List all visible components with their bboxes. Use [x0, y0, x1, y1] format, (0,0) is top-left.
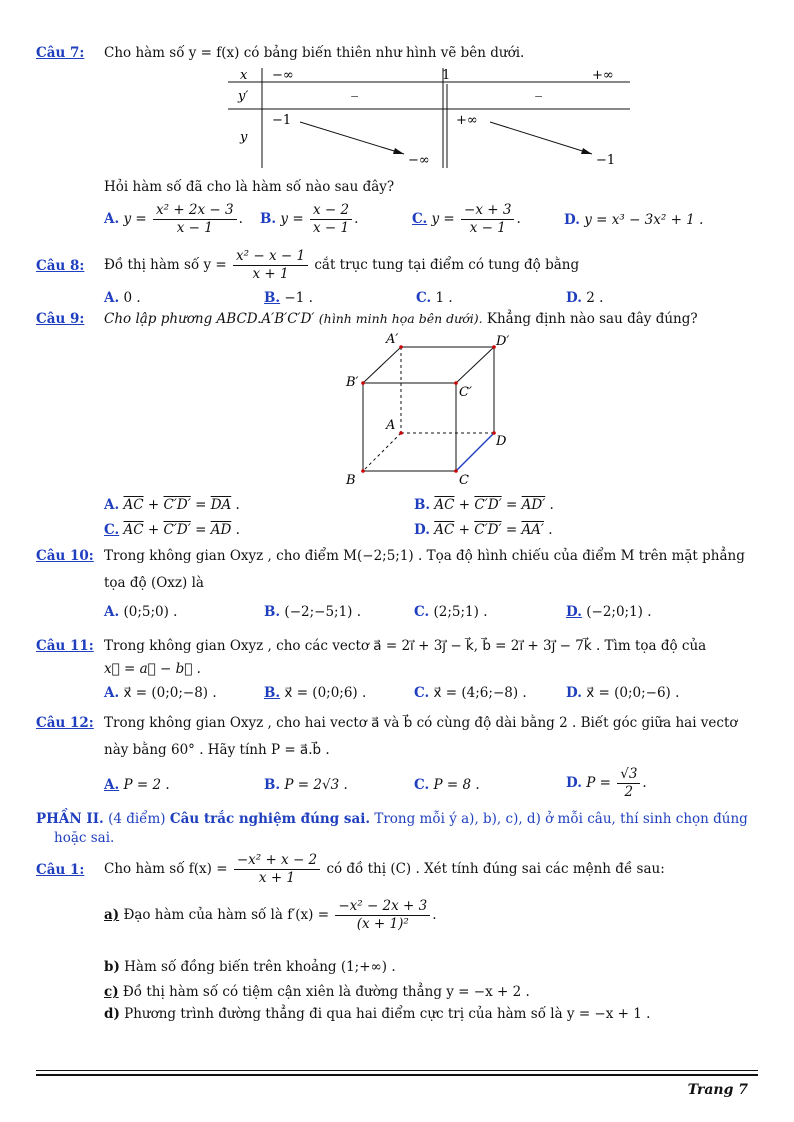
q7-option-c[interactable]: C. y = $\frac{-x + 3}{x - 1}$ .: [412, 202, 521, 236]
q9-option-c[interactable]: C. $\overline{AC} + C'D' = \overline{AD}$ .: [104, 522, 240, 538]
q7-option-a[interactable]: A. y = $\frac{\text{x² + 2x − 3}}{x - 1}$ .: [104, 202, 243, 236]
q7-option-b[interactable]: B. y = $\frac{x - 2}{x - 1}$ .: [260, 202, 359, 236]
table-x-one: 1: [442, 68, 451, 83]
question-7-label: Câu 7:: [36, 45, 85, 61]
cube-label-a1: A′: [386, 332, 399, 347]
q11-option-b[interactable]: B. x⃗ = (0;0;6) .: [264, 685, 367, 701]
q10-option-a[interactable]: A. (0;5;0) .: [104, 604, 178, 620]
q12-option-d[interactable]: D. P = $\frac{√3}{2}$ .: [566, 766, 647, 800]
cube-label-b1: B′: [346, 375, 359, 390]
cube-label-c1: C′: [459, 385, 472, 400]
question-12-options: [36, 766, 758, 802]
table-yp-sign-left: −: [350, 90, 360, 103]
question-10: Câu 10: Trong không gian Oxyz , cho điểm M(−2;5;1) . Tọa độ hình chiếu của điểm M trên mặt phẳng tọa độ (Oxz) là: [36, 548, 745, 591]
q12-option-a[interactable]: A. P = 2 .: [104, 777, 170, 793]
table-row-y: y: [240, 130, 248, 145]
cube-figure: [340, 328, 520, 488]
question-11: Câu 11: Trong không gian Oxyz , cho các vectơ a⃗ = 2i⃗ + 3j⃗ − k⃗, b⃗ = 2i⃗ + 3j⃗ − 7k⃗ . Tìm tọa độ của x⃗ = a⃗ − b⃗ .: [36, 638, 707, 677]
question-9-label: Câu 9:: [36, 311, 85, 327]
question-8-label: Câu 8:: [36, 258, 85, 274]
table-row-x: x: [240, 68, 248, 83]
q8-option-b[interactable]: B. −1 .: [264, 290, 313, 306]
table-y-right-bottom: −1: [596, 153, 616, 168]
table-y-left-bottom: −∞: [408, 153, 430, 168]
table-y-right-top: +∞: [456, 113, 478, 128]
table-arrow-right: [490, 122, 592, 154]
question-10-label: Câu 10:: [36, 548, 94, 564]
question-7-options: [36, 202, 758, 242]
footer-divider: [36, 1070, 758, 1071]
q12-option-c[interactable]: C. P = 8 .: [414, 777, 480, 793]
q10-option-d[interactable]: D. (−2;0;1) .: [566, 604, 652, 620]
table-yp-sign-right: −: [534, 90, 544, 103]
footer-divider-thick: [36, 1074, 758, 1076]
table-arrow-left: [300, 122, 404, 154]
q9-option-d[interactable]: D. $\overline{AC} + C'D' = AA'$ .: [414, 522, 553, 538]
q11-option-a[interactable]: A. x⃗ = (0;0;−8) .: [104, 685, 217, 701]
q11-option-c[interactable]: C. x⃗ = (4;6;−8) .: [414, 685, 527, 701]
question-8: Câu 8: Đồ thị hàm số y = $\frac{\text{x² − x − 1}}{x + 1}$ cắt trục tung tại điểm có tung độ bằng: [36, 248, 580, 282]
statement-c[interactable]: c) Đồ thị hàm số có tiệm cận xiên là đường thẳng y = −x + 2 .: [104, 984, 530, 1000]
cube-label-d1: D′: [496, 334, 510, 349]
q9-option-b[interactable]: B. $\overline{AC} + C'D' = AD'$ .: [414, 497, 554, 513]
q12-option-b[interactable]: B. P = 2√3 .: [264, 777, 348, 793]
q10-option-b[interactable]: B. (−2;−5;1) .: [264, 604, 362, 620]
table-x-pos-inf: +∞: [592, 68, 614, 83]
q11-option-d[interactable]: D. x⃗ = (0;0;−6) .: [566, 685, 680, 701]
exam-page: Câu 7: Cho hàm số y = f(x) có bảng biến thiên như hình vẽ bên dưới. x y′ y −∞ 1 +∞ − − −1 −∞ +∞ −1 Hỏi hàm số đã cho là hàm số nào sau đây? A. y = $\frac{\text{x² + 2x − 3}}{x - 1}$ . B. y = $\frac{x - 2}{x - 1}$ . C. y = $\frac{-x + 3}{x - 1}$ . D. y = x³ − 3x² + 1 . Câu 8: Đồ thị hàm số y = $\frac{\text{x² − x − 1}}{x + 1}$ cắt trục tung tại điểm có tung độ bằng A. 0 . B. −1 . C. 1 . D. 2 . Câu 9: Cho lập phương ABCD.A′B′C′D′ (hình minh họa bên dưới). Khẳng định nào sau đây đúng? A′ D′ B′ C′ A D B C A. $\overline{AC} + C'D' = \overline{DA}$ . B. $\overline{AC} + C'D' = AD'$ . C. $\overline{AC} + C'D' = \overline{AD}$ . D. $\overline{AC} + C'D' = AA'$ . Câu 10: Trong không gian Oxyz , cho điểm M(−2;5;1) . Tọa độ hình chiếu của điểm M trên mặt phẳng tọa độ (Oxz) là A. (0;5;0) . B. (−2;−5;1) . C. (2;5;1) . D. (−2;0;1) . Câu 11: Trong không gian Oxyz , cho các vectơ a⃗ = 2i⃗ + 3j⃗ − k⃗, b⃗ = 2i⃗ + 3j⃗ − 7k⃗ . Tìm tọa độ của x⃗ = a⃗ − b⃗ . A. x⃗ = (0;0;−8) . B. x⃗ = (0;0;6) . C. x⃗ = (4;6;−8) . D. x⃗ = (0;0;−6) . Câu 12: Trong không gian Oxyz , cho hai vectơ a⃗ và b⃗ có cùng độ dài bằng 2 . Biết góc giữa hai vectơ này bằng 60° . Hãy tính P = a⃗.b⃗ . A. P = 2 . B. P = 2√3 . C. P = 8 . D. P = $\frac{√3}{2}$ . PHẦN II. (4 điểm) Câu trắc nghiệm đúng sai. Trong mỗi ý a), b), c), d) ở mỗi câu, thí sinh chọn đúng hoặc sai. Câu 1: Cho hàm số f(x) = $\frac{\text{−x² + x − 2}}{x + 1}$ có đồ thị (C) . Xét tính đúng sai các mệnh đề sau: a) Đạo hàm của hàm số là f′(x) = $\frac{\text{−x² − 2x + 3}}{\text{(x + 1)²}}$ . b) Hàm số đồng biến trên khoảng (1;+∞) . c) Đồ thị hàm số có tiệm cận xiên là đường thẳng y = −x + 2 . d) Phương trình đường thẳng đi qua hai điểm cực trị của hàm số là y = −x + 1 . Trang 7: [0, 0, 794, 1122]
cube-label-b: B: [346, 473, 356, 488]
table-row-yprime: y′: [238, 89, 249, 104]
page-number: Trang 7: [687, 1082, 748, 1098]
statement-d[interactable]: d) Phương trình đường thẳng đi qua hai điểm cực trị của hàm số là y = −x + 1 .: [104, 1006, 651, 1022]
question-12: Câu 12: Trong không gian Oxyz , cho hai vectơ a⃗ và b⃗ có cùng độ dài bằng 2 . Biết góc giữa hai vectơ này bằng 60° . Hãy tính P = a⃗.b⃗ .: [36, 715, 738, 758]
q10-option-c[interactable]: C. (2;5;1) .: [414, 604, 488, 620]
question-7-text: Cho hàm số y = f(x) có bảng biến thiên như hình vẽ bên dưới.: [104, 45, 525, 61]
question-11-label: Câu 11:: [36, 638, 94, 654]
part-2-title: PHẦN II.: [36, 811, 104, 827]
part2-question-1: Câu 1: Cho hàm số f(x) = $\frac{\text{−x² + x − 2}}{x + 1}$ có đồ thị (C) . Xét tính đúng sai các mệnh đề sau:: [36, 852, 665, 886]
cube-label-d: D: [496, 434, 507, 449]
q8-option-d[interactable]: D. 2 .: [566, 290, 604, 306]
q7-option-d[interactable]: D. y = x³ − 3x² + 1 .: [564, 212, 704, 228]
statement-b[interactable]: b) Hàm số đồng biến trên khoảng (1;+∞) .: [104, 959, 396, 975]
part-2-header: PHẦN II. (4 điểm) Câu trắc nghiệm đúng sai. Trong mỗi ý a), b), c), d) ở mỗi câu, thí sinh chọn đúng hoặc sai.: [36, 811, 748, 846]
question-12-label: Câu 12:: [36, 715, 94, 731]
q9-option-a[interactable]: A. $\overline{AC} + C'D' = \overline{DA}$ .: [104, 497, 240, 513]
cube-label-c: C: [459, 473, 469, 488]
part2-question-1-label: Câu 1:: [36, 862, 85, 878]
q8-option-a[interactable]: A. 0 .: [104, 290, 141, 306]
q8-option-c[interactable]: C. 1 .: [416, 290, 453, 306]
table-y-left-top: −1: [272, 113, 292, 128]
cube-label-a: A: [386, 418, 396, 433]
table-x-neg-inf: −∞: [272, 68, 294, 83]
variation-table: [228, 66, 630, 172]
cube-edge-cd: [456, 433, 494, 471]
statement-a[interactable]: a) Đạo hàm của hàm số là f′(x) = $\frac{\text{−x² − 2x + 3}}{\text{(x + 1)²}}$ .: [104, 898, 437, 932]
